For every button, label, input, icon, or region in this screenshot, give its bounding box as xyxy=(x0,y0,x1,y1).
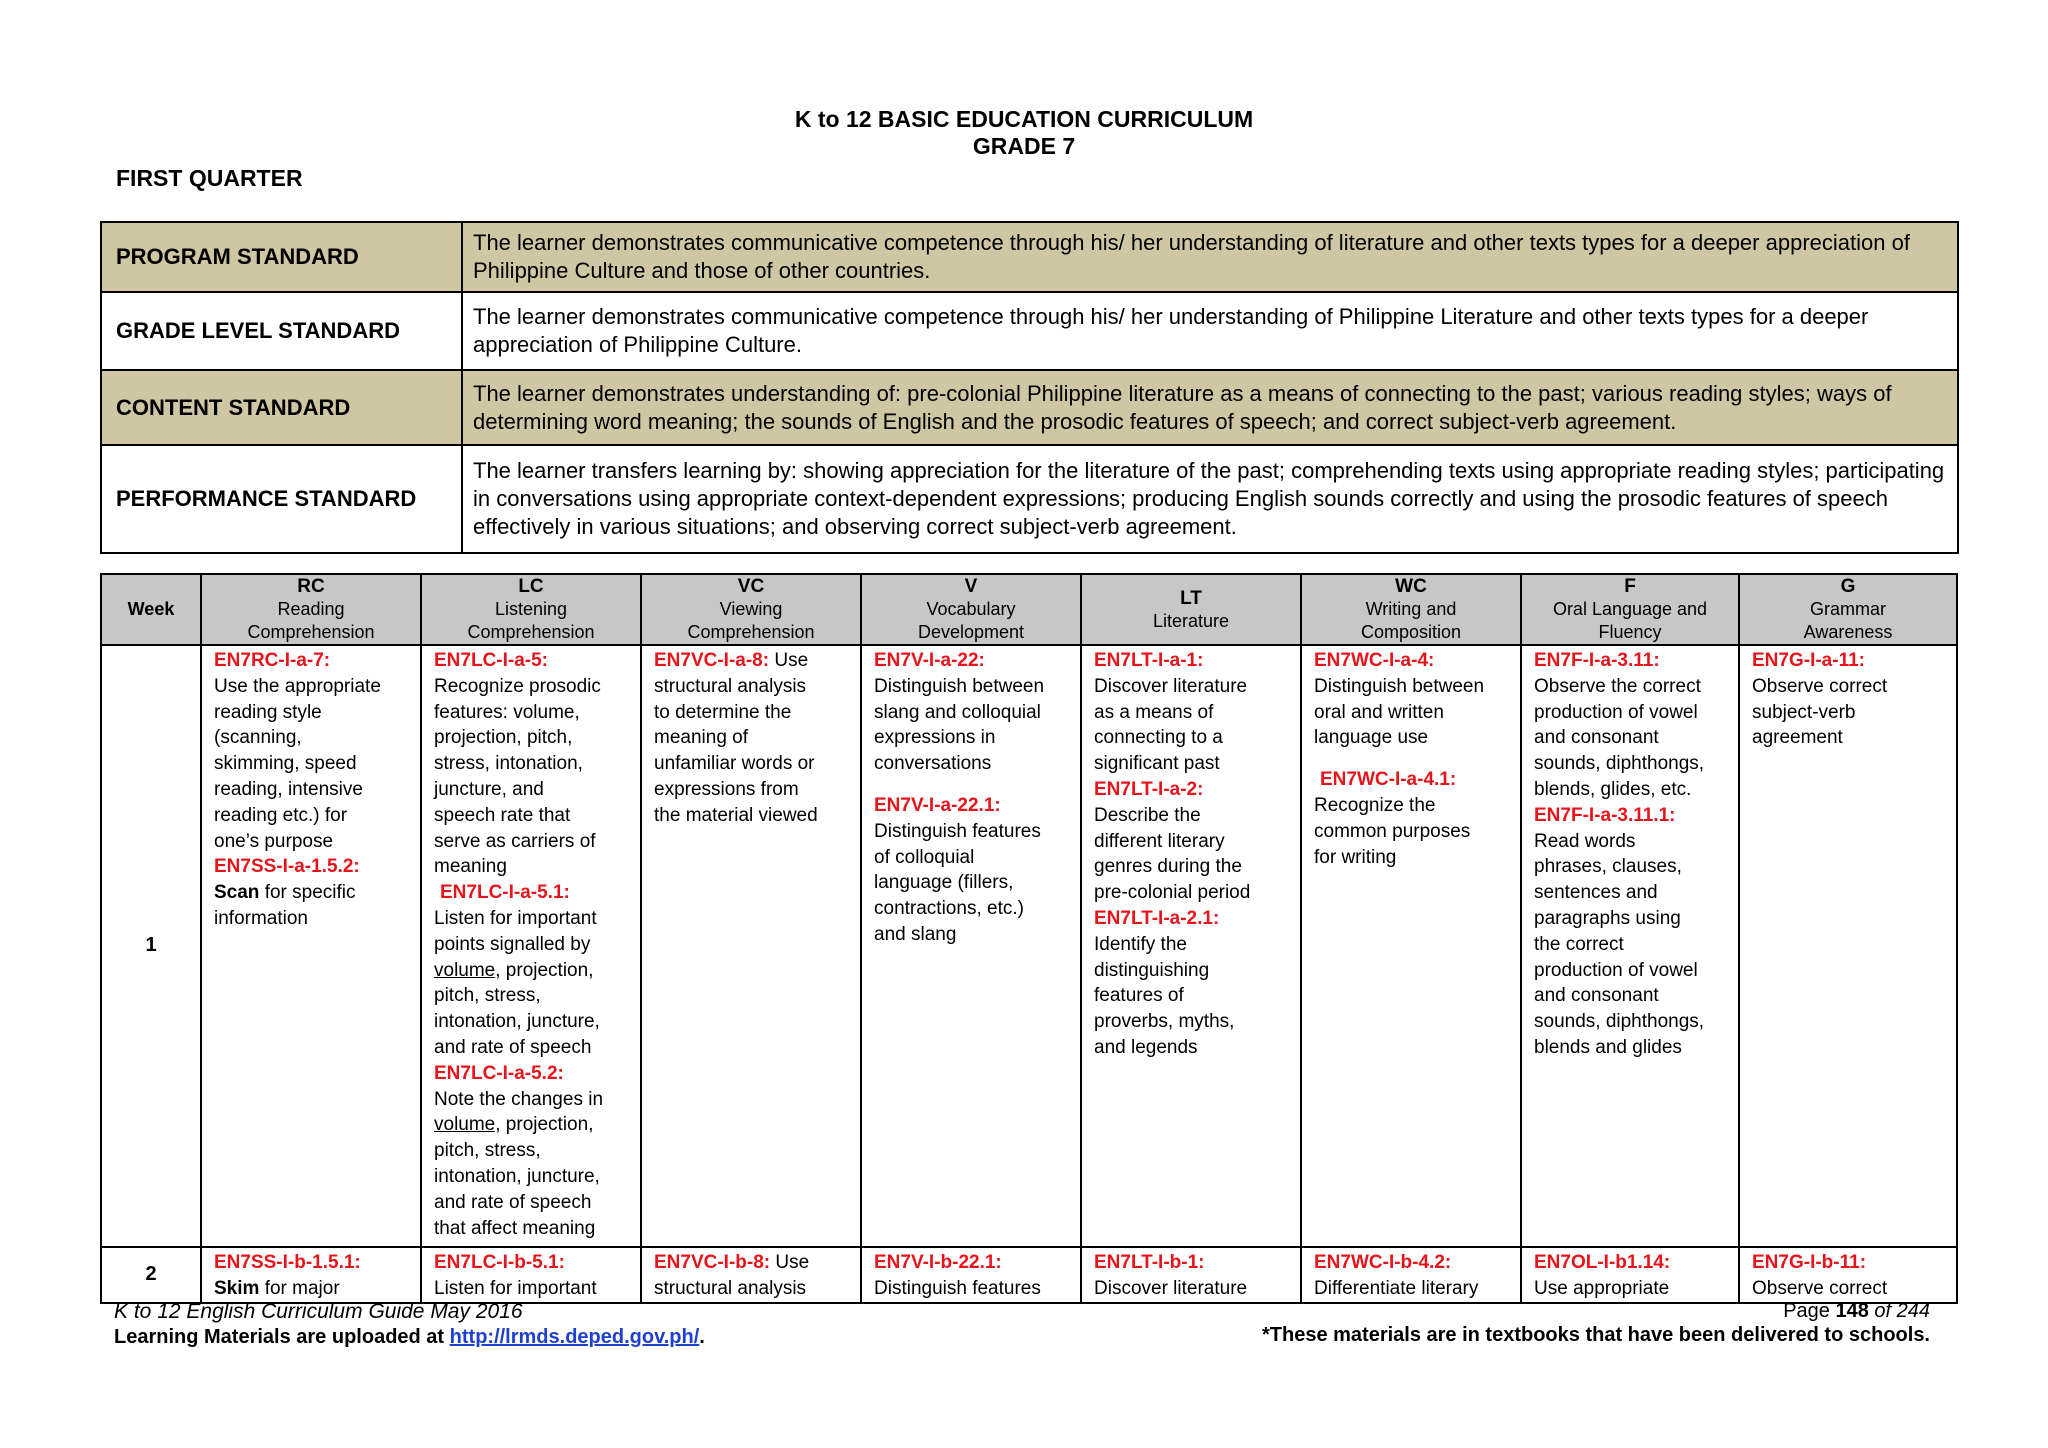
vc-cell: EN7VC-I-b-8: Use structural analysis xyxy=(641,1247,861,1303)
competency-code: EN7RC-I-a-7: xyxy=(214,650,331,671)
standard-row xyxy=(101,370,1958,445)
standard-row xyxy=(101,292,1958,370)
competency-code: EN7LC-I-a-5: xyxy=(434,650,549,671)
header-rc: RC Reading Comprehension xyxy=(201,574,421,645)
competency-code: EN7LT-I-a-1: xyxy=(1094,650,1204,671)
standard-text: The learner demonstrates communicative competence through his/ her understanding of Philippine Literature and other texts types for a deeper appreciation of Philippine Culture. xyxy=(462,292,1958,370)
competency-code: EN7F-I-a-3.11: xyxy=(1534,650,1660,671)
textbook-note: *These materials are in textbooks that have been delivered to schools. xyxy=(1261,1324,1930,1346)
competency-code: EN7V-I-a-22: xyxy=(874,650,985,671)
competency-code: EN7WC-I-b-4.2: xyxy=(1314,1252,1452,1273)
standard-label: PROGRAM STANDARD xyxy=(101,222,462,292)
standard-label: GRADE LEVEL STANDARD xyxy=(101,292,462,370)
header-f: F Oral Language and Fluency xyxy=(1521,574,1739,645)
standard-label: CONTENT STANDARD xyxy=(101,370,462,445)
competency-code: EN7VC-I-a-8: xyxy=(654,650,770,671)
header-wc: WC Writing and Composition xyxy=(1301,574,1521,645)
guide-footer: K to 12 English Curriculum Guide May 2016 xyxy=(114,1300,523,1323)
competency-code: EN7F-I-a-3.11.1: xyxy=(1534,804,1676,826)
rc-cell: EN7RC-I-a-7: Use the appropriate reading style (scanning, skimming, speed reading, intensive reading etc.) for one’s purpose EN7SS-I-a-1.5.2: Scan for specific information xyxy=(201,645,421,1247)
v-cell: EN7V-I-b-22.1: Distinguish features xyxy=(861,1247,1081,1303)
competency-code: EN7V-I-b-22.1: xyxy=(874,1252,1002,1273)
competency-code: EN7G-I-a-11: xyxy=(1752,650,1865,671)
curriculum-table xyxy=(100,573,1958,1304)
document-title: K to 12 BASIC EDUCATION CURRICULUM xyxy=(794,106,1254,132)
header-lt: LT Literature xyxy=(1081,574,1301,645)
standard-row xyxy=(101,445,1958,553)
vc-cell: EN7VC-I-a-8: Use structural analysis to determine the meaning of unfamiliar words or expressions from the material viewed xyxy=(641,645,861,1247)
grade-title: GRADE 7 xyxy=(972,133,1076,159)
materials-footer: Learning Materials are uploaded at http://lrmds.deped.gov.ph/. xyxy=(114,1326,705,1348)
wc-cell: EN7WC-I-a-4: Distinguish between oral and written language use EN7WC-I-a-4.1: Recognize the common purposes for writing xyxy=(1301,645,1521,1247)
rc-cell: EN7SS-I-b-1.5.1: Skim for major xyxy=(201,1247,421,1303)
table-row xyxy=(101,1247,1957,1303)
competency-code: EN7LC-I-b-5.1: xyxy=(434,1252,565,1273)
standard-text: The learner transfers learning by: showing appreciation for the literature of the past; comprehending texts using appropriate reading styles; participating in conversations using appropriate context-dependent expressions; producing English sounds correctly and using the prosodic features of speech effectively in various situations; and observing correct subject-verb agreement. xyxy=(462,445,1958,553)
lt-cell: EN7LT-I-a-1: Discover literature as a means of connecting to a significant past EN7LT-I-a-2: Describe the different literary genres during the pre-colonial period EN7LT-I-a-2.1: Identify the distinguishing features of proverbs, myths, and legends xyxy=(1081,645,1301,1247)
lrmds-link[interactable]: http://lrmds.deped.gov.ph/ xyxy=(449,1326,700,1348)
quarter-title: FIRST QUARTER xyxy=(116,165,303,191)
standards-table xyxy=(100,221,1959,554)
competency-code: EN7WC-I-a-4.1: xyxy=(1320,769,1457,791)
competency-code: EN7LC-I-a-5.2: xyxy=(434,1062,564,1084)
v-cell: EN7V-I-a-22: Distinguish between slang and colloquial expressions in conversations EN7V-I-a-22.1: Distinguish features of colloquial language (fillers, contractions, etc.) and slang xyxy=(861,645,1081,1247)
g-cell: EN7G-I-b-11: Observe correct xyxy=(1739,1247,1957,1303)
lc-cell: EN7LC-I-a-5: Recognize prosodic features: volume, projection, pitch, stress, intonation, juncture, and speech rate that serve as carriers of meaning EN7LC-I-a-5.1: Listen for important points signalled by volume, projection, pitch, stress, intonation, juncture, and rate of speech EN7LC-I-a-5.2: Note the changes in volume, projection, pitch, stress, intonation, juncture, and rate of speech that affect meaning xyxy=(421,645,641,1247)
competency-code: EN7G-I-b-11: xyxy=(1752,1252,1867,1273)
f-cell: EN7OL-I-b1.14: Use appropriate xyxy=(1521,1247,1739,1303)
competency-code: EN7OL-I-b1.14: xyxy=(1534,1252,1671,1273)
lt-cell: EN7LT-I-b-1: Discover literature xyxy=(1081,1247,1301,1303)
standard-label: PERFORMANCE STANDARD xyxy=(101,445,462,553)
g-cell: EN7G-I-a-11: Observe correct subject-verb agreement xyxy=(1739,645,1957,1247)
competency-code: EN7LT-I-a-2.1: xyxy=(1094,907,1220,929)
header-v: V Vocabulary Development xyxy=(861,574,1081,645)
f-cell: EN7F-I-a-3.11: Observe the correct production of vowel and consonant sounds, diphthongs, blends, glides, etc. EN7F-I-a-3.11.1: Read words phrases, clauses, sentences and paragraphs using the correct production of vowel and consonant sounds, diphthongs, blends and glides xyxy=(1521,645,1739,1247)
wc-cell: EN7WC-I-b-4.2: Differentiate literary xyxy=(1301,1247,1521,1303)
header-week: Week xyxy=(101,574,201,645)
table-row xyxy=(101,645,1957,1247)
competency-code: EN7SS-I-b-1.5.1: xyxy=(214,1252,361,1273)
week-number: 1 xyxy=(101,645,201,1247)
table-header-row xyxy=(101,574,1957,645)
week-number: 2 xyxy=(101,1247,201,1303)
competency-code: EN7VC-I-b-8: xyxy=(654,1252,771,1273)
header-vc: VC Viewing Comprehension xyxy=(641,574,861,645)
header-lc: LC Listening Comprehension xyxy=(421,574,641,645)
competency-code: EN7LT-I-b-1: xyxy=(1094,1252,1205,1273)
competency-code: EN7SS-I-a-1.5.2: xyxy=(214,856,360,878)
competency-code: EN7V-I-a-22.1: xyxy=(874,794,1001,816)
standard-text: The learner demonstrates communicative competence through his/ her understanding of literature and other texts types for a deeper appreciation of Philippine Culture and those of other countries. xyxy=(462,222,1958,292)
competency-code: EN7WC-I-a-4: xyxy=(1314,650,1435,671)
lc-cell: EN7LC-I-b-5.1: Listen for important xyxy=(421,1247,641,1303)
standard-text: The learner demonstrates understanding of: pre-colonial Philippine literature as a means of connecting to the past; various reading styles; ways of determining word meaning; the sounds of English and the prosodic features of speech; and correct subject-verb agreement. xyxy=(462,370,1958,445)
header-g: G Grammar Awareness xyxy=(1739,574,1957,645)
page-number: Page 148 of 244 xyxy=(1783,1300,1930,1322)
competency-code: EN7LC-I-a-5.1: xyxy=(440,882,570,904)
standard-row xyxy=(101,222,1958,292)
competency-code: EN7LT-I-a-2: xyxy=(1094,778,1204,800)
